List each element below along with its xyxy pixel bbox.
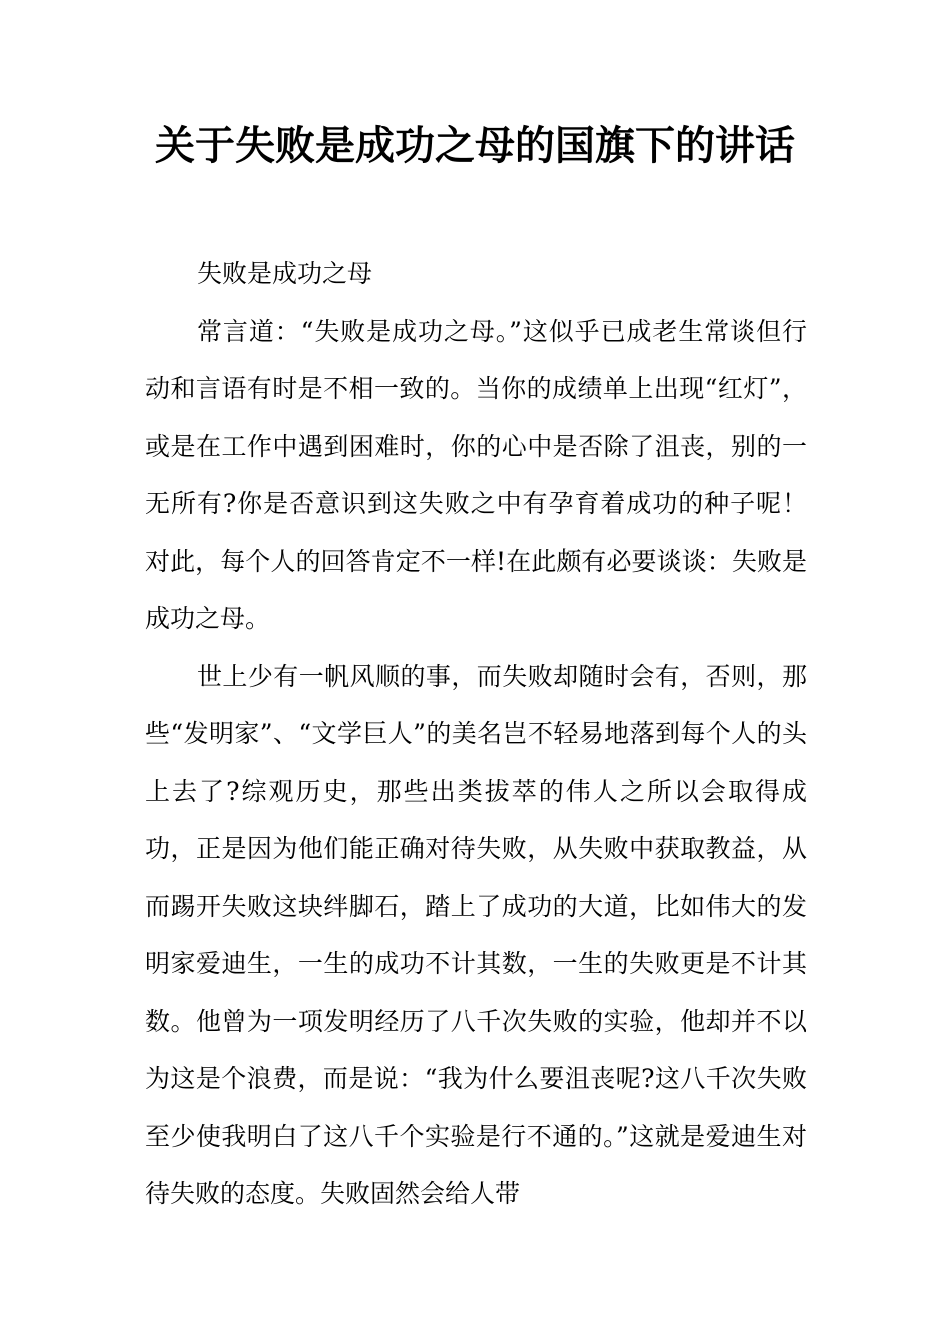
body-paragraph-1: 常言道：“失败是成功之母。”这似乎已成老生常谈但行动和言语有时是不相一致的。当你的成绩单上出现“红灯”，或是在工作中遇到困难时，你的心中是否除了沮丧，别的一无所有?你是否意识到这失败之中有孕育着成功的种子呢！对此，每个人的回答肯定不一样!在此颇有必要谈谈：失败是成功之母。 [145,316,807,633]
body-paragraph-2: 世上少有一帆风顺的事，而失败却随时会有，否则，那些“发明家”、“文学巨人”的美名岂不轻易地落到每个人的头上去了?综观历史，那些出类拔萃的伟人之所以会取得成功，正是因为他们能正确对待失败，从失败中获取教益，从而踢开失败这块绊脚石，踏上了成功的大道，比如伟大的发明家爱迪生，一生的成功不计其数，一生的失败更是不计其数。他曾为一项发明经历了八千次失败的实验，他却并不以为这是个浪费，而是说：“我为什么要沮丧呢?这八千次失败至少使我明白了这八千个实验是行不通的。”这就是爱迪生对待失败的态度。失败固然会给人带 [145,661,807,1208]
page-title: 关于失败是成功之母的国旗下的讲话 [155,122,795,169]
document-body [145,245,807,1223]
subtitle-paragraph: 失败是成功之母 [197,259,373,288]
